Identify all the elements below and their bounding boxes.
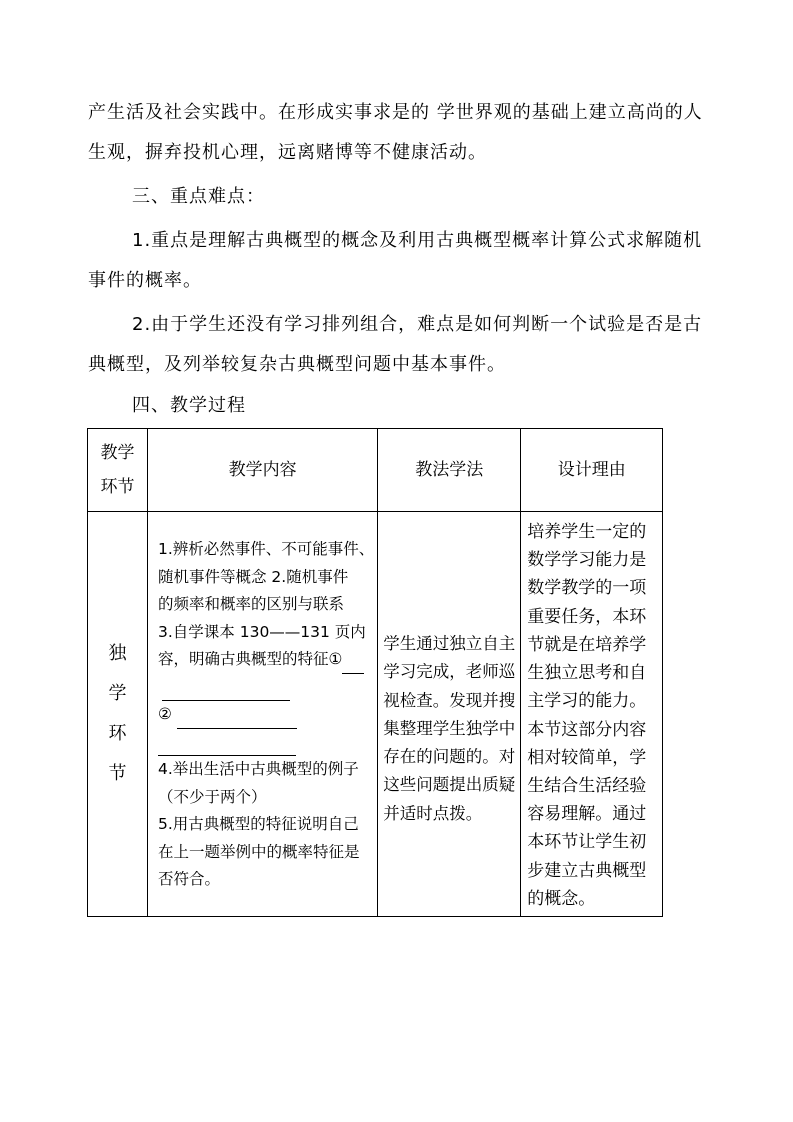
header-content: 教学内容 bbox=[148, 429, 378, 512]
content-line: 容，明确古典概型的特征① bbox=[158, 650, 343, 669]
method-cell bbox=[378, 512, 521, 917]
intro-line-1: 产生活及社会实践中。在形成实事求是的 学世界观的基础上建立高尚的人 bbox=[88, 102, 703, 123]
method-text: 学生通过独立自主学习完成，老师巡视检查。发现并搜集整理学生独学中存在的问题的。对这些问题提出质疑并适时点拨。 bbox=[383, 634, 516, 823]
stage-char: 学 bbox=[108, 683, 127, 704]
content-line: （不少于两个） bbox=[158, 787, 267, 806]
content-line: 1.辨析必然事件、不可能事件、 bbox=[158, 540, 375, 559]
answer-blank[interactable] bbox=[162, 682, 290, 701]
table-header-row bbox=[88, 429, 663, 512]
key-point-2-line-2: 典概型，及列举较复杂古典概型问题中基本事件。 bbox=[88, 354, 506, 375]
content-line-with-blank bbox=[158, 701, 374, 729]
header-reason: 设计理由 bbox=[521, 429, 663, 512]
header-stage-line-1: 教学 bbox=[100, 443, 135, 463]
header-method: 教法学法 bbox=[378, 429, 521, 512]
content-line: 在上一题举例中的概率特征是 bbox=[158, 842, 360, 861]
answer-blank[interactable] bbox=[158, 737, 296, 756]
stage-char: 环 bbox=[108, 723, 127, 744]
header-stage bbox=[88, 429, 148, 512]
content-line: 4.举出生活中古典概型的例子 bbox=[158, 760, 359, 779]
answer-blank[interactable] bbox=[177, 710, 297, 729]
content-line-with-blank bbox=[158, 646, 374, 674]
content-blank-line bbox=[158, 674, 374, 702]
content-line: 3.自学课本 130——131 页内 bbox=[158, 622, 366, 641]
reason-text: 培养学生一定的数学学习能力是数学教学的一项重要任务，本环节就是在培养学生独立思考和自主学习的能力。本节这部分内容相对较简单，学生结合生活经验容易理解。通过本环节让学生初步建立古典概型的概念。 bbox=[527, 522, 647, 909]
section-3-heading: 三、重点难点： bbox=[132, 186, 265, 207]
key-point-1-line-1: 1.重点是理解古典概型的概念及利用古典概型概率计算公式求解随机 bbox=[132, 230, 703, 251]
content-line: 5.用古典概型的特征说明自己 bbox=[158, 815, 359, 834]
key-point-2-line-1: 2.由于学生还没有学习排列组合，难点是如何判断一个试验是否是古 bbox=[132, 314, 703, 335]
stage-char: 独 bbox=[108, 643, 127, 664]
header-stage-line-2: 环节 bbox=[100, 477, 135, 497]
content-blank-line bbox=[158, 729, 374, 757]
content-line: 的频率和概率的区别与联系 bbox=[158, 595, 345, 614]
stage-cell bbox=[88, 512, 148, 917]
section-4-heading: 四、教学过程 bbox=[132, 395, 246, 416]
teaching-process-table bbox=[87, 428, 663, 917]
content-line: ② bbox=[158, 705, 172, 724]
reason-cell bbox=[521, 512, 663, 917]
intro-line-2: 生观，摒弃投机心理，远离赌博等不健康活动。 bbox=[88, 142, 487, 163]
stage-char: 节 bbox=[108, 763, 127, 784]
content-text bbox=[148, 534, 377, 894]
content-line: 否符合。 bbox=[158, 870, 221, 889]
content-cell bbox=[148, 512, 378, 917]
content-line: 随机事件等概念 2.随机事件 bbox=[158, 567, 349, 586]
answer-blank[interactable] bbox=[342, 655, 364, 674]
key-point-1-line-2: 事件的概率。 bbox=[88, 270, 202, 291]
table-row bbox=[88, 512, 663, 917]
